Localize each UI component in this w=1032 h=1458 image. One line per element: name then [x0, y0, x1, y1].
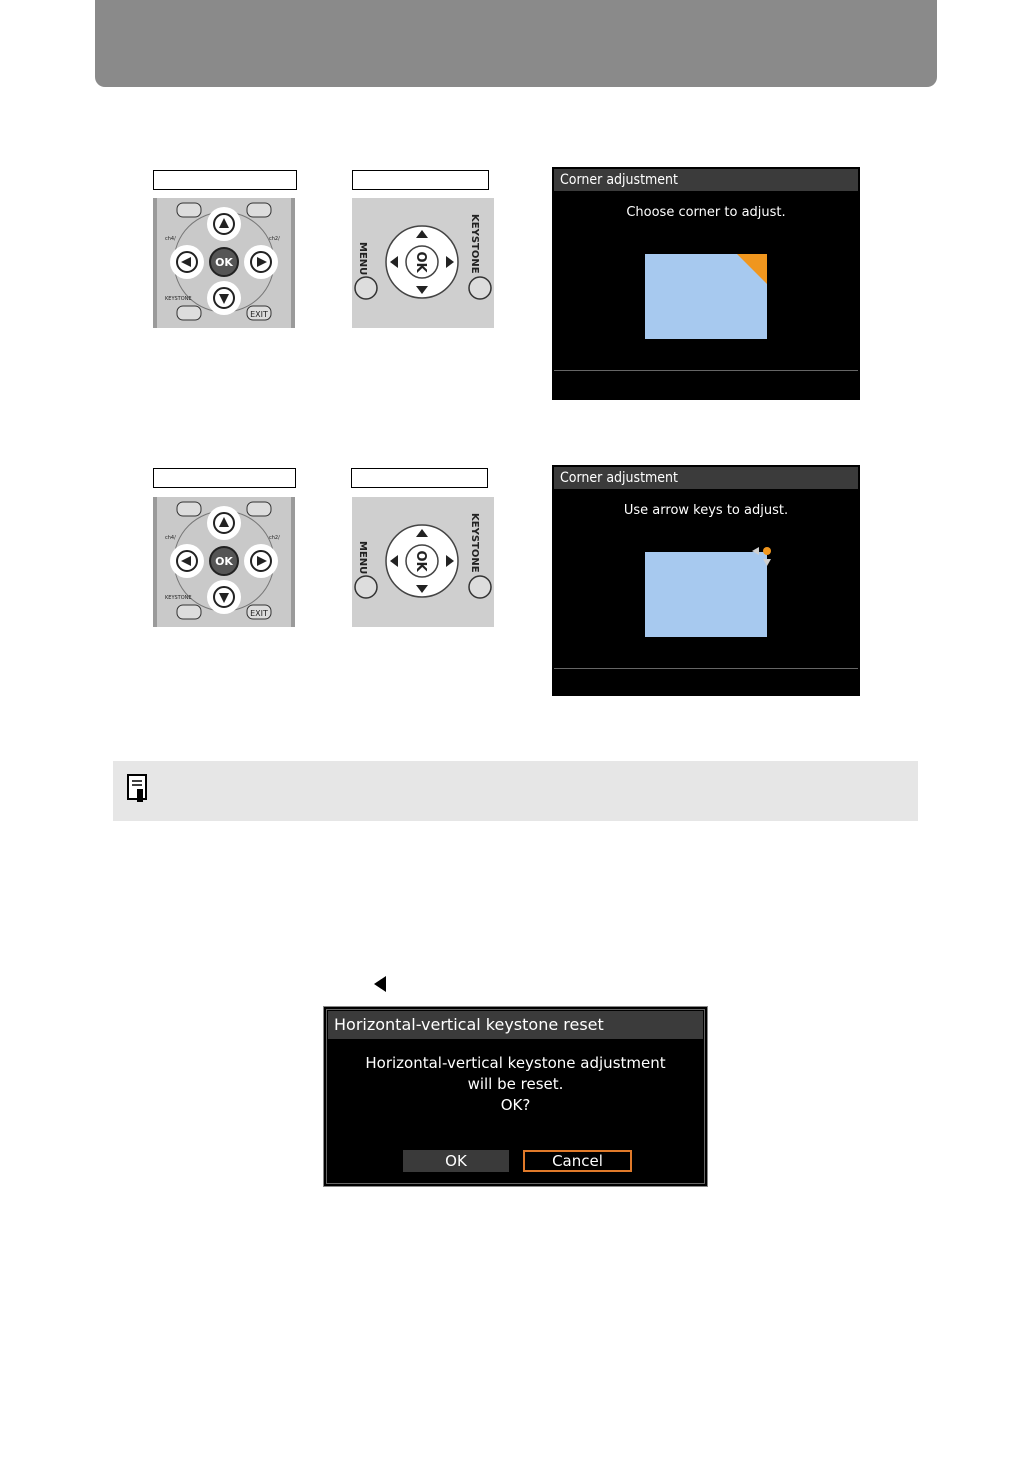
- osd-title: Corner adjustment: [554, 169, 858, 191]
- ok-button[interactable]: OK: [403, 1150, 509, 1172]
- svg-text:ch2/: ch2/: [269, 236, 280, 242]
- screen-image-rect: [645, 552, 767, 637]
- svg-text:EXIT: EXIT: [250, 310, 268, 319]
- svg-text:ch4/: ch4/: [165, 535, 176, 541]
- note-box: [113, 761, 918, 821]
- panel-label-box: [351, 468, 488, 488]
- svg-text:MENU: MENU: [357, 541, 368, 575]
- dialog-message-line-2: will be reset.: [467, 1075, 564, 1093]
- left-arrow-icon: [374, 976, 386, 992]
- corner-adjustment-screen-1: [552, 167, 860, 400]
- svg-text:EXIT: EXIT: [250, 609, 268, 618]
- remote-label-box: [153, 170, 297, 190]
- corner-adjustment-screen-2: [552, 465, 860, 696]
- svg-text:OK: OK: [413, 251, 428, 273]
- svg-text:KEYSTONE: KEYSTONE: [165, 595, 192, 601]
- page-header-band: [95, 0, 937, 87]
- osd-message: Use arrow keys to adjust.: [623, 503, 789, 518]
- svg-text:KEYSTONE: KEYSTONE: [469, 513, 480, 573]
- projector-panel-image: [352, 198, 494, 328]
- remote-control-image: [153, 497, 295, 627]
- projector-panel-image: [352, 497, 494, 627]
- osd-title: Corner adjustment: [554, 467, 858, 489]
- dialog-title: Horizontal-vertical keystone reset: [328, 1011, 703, 1039]
- osd-message: Choose corner to adjust.: [626, 205, 786, 220]
- svg-text:ch2/: ch2/: [269, 535, 280, 541]
- svg-text:KEYSTONE: KEYSTONE: [165, 296, 192, 302]
- svg-text:MENU: MENU: [357, 242, 368, 276]
- svg-text:OK: OK: [413, 550, 428, 572]
- keystone-reset-dialog: [323, 1006, 708, 1187]
- memo-icon: [127, 773, 149, 803]
- panel-label-box: [352, 170, 489, 190]
- selected-corner-marker: [737, 254, 767, 284]
- remote-control-image: [153, 198, 295, 328]
- dialog-message-line-1: Horizontal-vertical keystone adjustment: [365, 1054, 666, 1072]
- svg-text:OK: OK: [215, 555, 233, 568]
- remote-label-box: [153, 468, 296, 488]
- cancel-button[interactable]: Cancel: [523, 1150, 632, 1172]
- svg-text:ch4/: ch4/: [165, 236, 176, 242]
- dialog-message-line-3: OK?: [500, 1096, 531, 1114]
- svg-text:KEYSTONE: KEYSTONE: [469, 214, 480, 274]
- corner-adjust-arrows-icon: [750, 545, 774, 569]
- svg-text:OK: OK: [215, 256, 233, 269]
